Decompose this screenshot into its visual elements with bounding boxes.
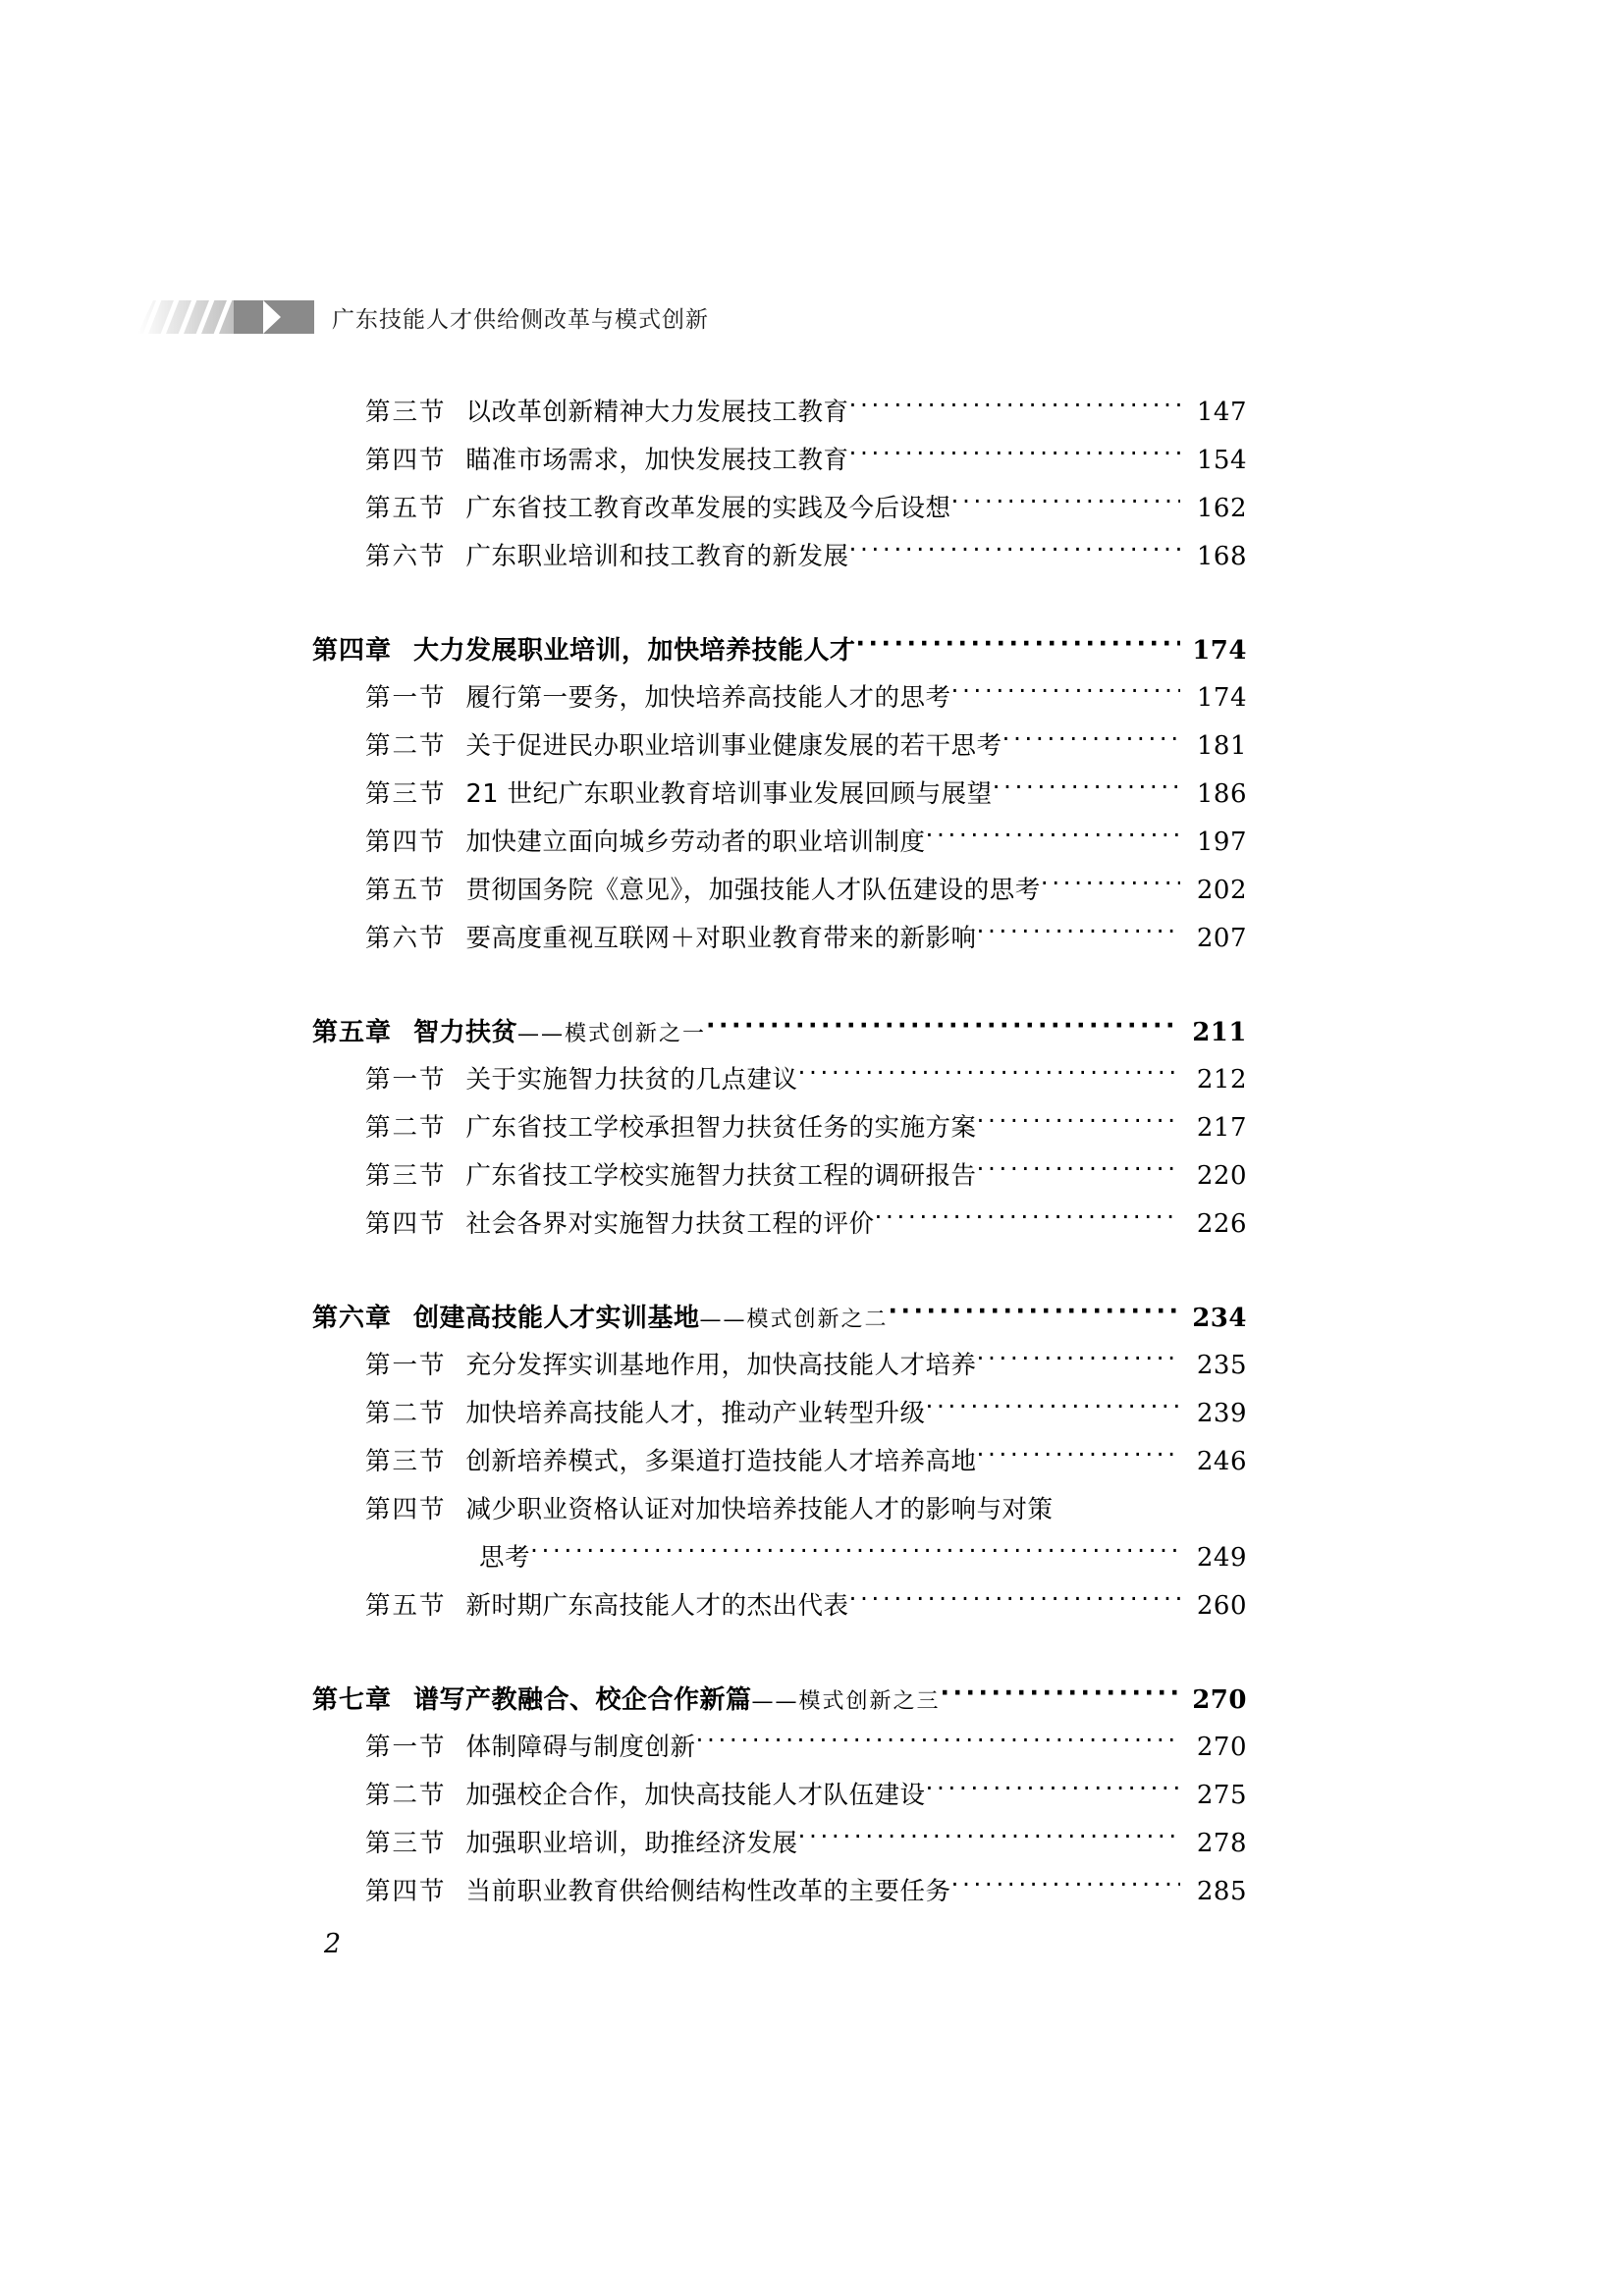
- toc-page-number: 162: [1196, 494, 1247, 523]
- toc-entry-subtitle: ——模式创新之三: [751, 1689, 941, 1714]
- toc-section-row[interactable]: [365, 537, 1247, 585]
- toc-dot-leader: [706, 1015, 1180, 1041]
- toc-dot-leader: [849, 444, 1180, 469]
- toc-section-label: 第三节: [365, 398, 447, 427]
- toc-entry-title-main: 加快建立面向城乡劳动者的职业培训制度: [465, 828, 926, 857]
- toc-entry-title-main: 社会各界对实施智力扶贫工程的评价: [465, 1209, 875, 1239]
- toc-entry-title-main: 体制障碍与制度创新: [465, 1733, 696, 1762]
- toc-section-row[interactable]: [365, 1346, 1247, 1394]
- toc-page-number: 168: [1196, 542, 1247, 571]
- toc-page-number: 234: [1192, 1304, 1247, 1333]
- toc-section-row[interactable]: [365, 1156, 1247, 1204]
- toc-entry-title-main: 广东省技工学校实施智力扶贫工程的调研报告: [465, 1161, 977, 1191]
- toc-section-label: 第二节: [365, 1781, 447, 1810]
- toc-entry-title: [466, 726, 1002, 762]
- toc-entry-title: [466, 919, 977, 954]
- toc-entry-title-main: 广东职业培训和技工教育的新发展: [465, 542, 849, 571]
- toc-dot-leader: [951, 681, 1180, 707]
- toc-chapter-row[interactable]: [312, 1298, 1247, 1346]
- toc-page-number: 270: [1196, 1733, 1247, 1762]
- toc-page-number: 239: [1196, 1399, 1247, 1428]
- toc-group: [0, 630, 1624, 967]
- toc-dot-leader: [993, 777, 1180, 803]
- toc-section-label: 第六节: [365, 924, 447, 953]
- toc-page-number: 197: [1196, 828, 1247, 857]
- toc-section-label: 第二节: [365, 1399, 447, 1428]
- toc-chapter-label: 第六章: [312, 1304, 393, 1333]
- toc-dot-leader: [1054, 1493, 1180, 1519]
- toc-page-number: 202: [1196, 876, 1247, 905]
- toc-entry-title: [466, 1204, 875, 1240]
- toc-page-number: 249: [1196, 1543, 1247, 1573]
- toc-entry-title: [466, 1108, 977, 1144]
- toc-entry-title: [466, 1728, 696, 1763]
- toc-entry-title: [466, 1394, 926, 1429]
- toc-section-row[interactable]: [365, 489, 1247, 537]
- toc-page-number: 226: [1196, 1209, 1247, 1239]
- toc-dot-leader: [926, 1779, 1180, 1804]
- toc-entry-title: [479, 1538, 530, 1574]
- toc-entry-title-main: 减少职业资格认证对加快培养技能人才的影响与对策: [465, 1495, 1054, 1524]
- toc-section-label: 第四节: [365, 1209, 447, 1239]
- toc-entry-title: [466, 1872, 951, 1907]
- toc-entry-title-main: 当前职业教育供给侧结构性改革的主要任务: [465, 1877, 951, 1906]
- toc-dot-leader: [856, 633, 1180, 659]
- toc-section-label: 第五节: [365, 876, 447, 905]
- toc-chapter-row[interactable]: [312, 1680, 1247, 1728]
- toc-entry-title: [466, 1346, 977, 1381]
- toc-page-number: 278: [1196, 1829, 1247, 1858]
- toc-section-row[interactable]: [365, 1490, 1247, 1538]
- toc-section-row[interactable]: [365, 919, 1247, 967]
- toc-entry-title: [466, 1824, 798, 1859]
- running-header: [137, 294, 709, 340]
- toc-entry-title: [466, 1442, 977, 1477]
- folio-page-number: 2: [324, 1929, 342, 1959]
- toc-section-row[interactable]: [365, 871, 1247, 919]
- toc-entry-title-main: 履行第一要务，加快培养高技能人才的思考: [465, 683, 951, 713]
- toc-dot-leader: [977, 922, 1180, 947]
- toc-section-row[interactable]: [365, 441, 1247, 489]
- toc-section-label: 第三节: [365, 779, 447, 809]
- toc-section-label: 第六节: [365, 542, 447, 571]
- toc-section-row[interactable]: [365, 1538, 1247, 1586]
- toc-entry-title-main: 以改革创新精神大力发展技工教育: [465, 398, 849, 427]
- toc-entry-title: [413, 1012, 706, 1048]
- toc-entry-title: [466, 1156, 977, 1192]
- toc-dot-leader: [530, 1541, 1180, 1567]
- toc-entry-title-main: 关于促进民办职业培训事业健康发展的若干思考: [465, 731, 1002, 761]
- toc-page-number: 186: [1196, 779, 1247, 809]
- toc-section-row[interactable]: [365, 1728, 1247, 1776]
- toc-section-label: 第四节: [365, 446, 447, 475]
- toc-entry-title: [466, 393, 849, 428]
- toc-section-row[interactable]: [365, 774, 1247, 823]
- toc-dot-leader: [1041, 874, 1180, 899]
- toc-entry-title: [466, 1776, 926, 1811]
- toc-entry-title-main: 智力扶贫: [413, 1018, 518, 1047]
- header-title: 广东技能人才供给侧改革与模式创新: [332, 306, 709, 333]
- toc-entry-title: [466, 823, 926, 858]
- toc-entry-title-main: 思考: [479, 1543, 531, 1573]
- toc-section-row[interactable]: [365, 678, 1247, 726]
- toc-section-row[interactable]: [365, 1776, 1247, 1824]
- toc-dot-leader: [696, 1731, 1180, 1756]
- toc-entry-title-main: 谱写产教融合、校企合作新篇: [413, 1685, 752, 1715]
- toc-page-number: 212: [1196, 1065, 1247, 1095]
- toc-dot-leader: [977, 1159, 1180, 1185]
- toc-entry-title-main: 新时期广东高技能人才的杰出代表: [465, 1591, 849, 1621]
- toc-dot-leader: [889, 1301, 1180, 1326]
- toc-section-label: 第二节: [365, 1113, 447, 1143]
- toc-entry-title: [466, 441, 849, 476]
- toc-section-label: 第一节: [365, 1733, 447, 1762]
- toc-section-row[interactable]: [365, 1204, 1247, 1253]
- toc-entry-title: [466, 1490, 1054, 1525]
- toc-entry-title-main: 创新培养模式，多渠道打造技能人才培养高地: [465, 1447, 977, 1476]
- toc-chapter-label: 第七章: [312, 1685, 393, 1715]
- toc-chapter-label: 第五章: [312, 1018, 393, 1047]
- toc-page-number: 246: [1196, 1447, 1247, 1476]
- toc-section-label: 第三节: [365, 1447, 447, 1476]
- toc-entry-title: [466, 1586, 849, 1622]
- toc-group-spacer: [0, 1634, 1624, 1680]
- toc-dot-leader: [977, 1111, 1180, 1137]
- toc-section-label: 第一节: [365, 683, 447, 713]
- toc-chapter-row[interactable]: [312, 1012, 1247, 1060]
- toc-entry-title: [413, 1680, 941, 1716]
- toc-section-row[interactable]: [365, 823, 1247, 871]
- toc-entry-title-main: 关于实施智力扶贫的几点建议: [465, 1065, 798, 1095]
- toc-entry-title-main: 大力发展职业培训，加快培养技能人才: [413, 636, 856, 666]
- toc-page-number: 270: [1192, 1685, 1247, 1715]
- toc-page-number: 220: [1196, 1161, 1247, 1191]
- striped-arrow-ornament-icon: [137, 300, 314, 334]
- toc-page-number: 147: [1196, 398, 1247, 427]
- toc-entry-title-main: 加快培养高技能人才，推动产业转型升级: [465, 1399, 926, 1428]
- toc-section-label: 第五节: [365, 494, 447, 523]
- toc-dot-leader: [849, 1589, 1180, 1615]
- toc-entry-title: [413, 630, 856, 667]
- toc-entry-title: [466, 774, 993, 810]
- toc-section-row[interactable]: [365, 1586, 1247, 1634]
- table-of-contents: [0, 393, 1624, 1920]
- toc-group-spacer: [0, 1253, 1624, 1298]
- toc-section-label: 第一节: [365, 1065, 447, 1095]
- toc-chapter-row[interactable]: [312, 630, 1247, 678]
- toc-group-spacer: [0, 585, 1624, 630]
- toc-page-number: 211: [1192, 1018, 1247, 1047]
- toc-entry-title-main: 贯彻国务院《意见》，加强技能人才队伍建设的思考: [465, 876, 1041, 905]
- toc-page-number: 174: [1196, 683, 1247, 713]
- toc-page-number: 260: [1196, 1591, 1247, 1621]
- toc-section-row[interactable]: [365, 393, 1247, 441]
- toc-section-row[interactable]: [365, 1824, 1247, 1872]
- toc-entry-title-main: 21 世纪广东职业教育培训事业发展回顾与展望: [465, 779, 993, 809]
- toc-section-label: 第三节: [365, 1161, 447, 1191]
- toc-section-row[interactable]: [365, 1108, 1247, 1156]
- toc-dot-leader: [1002, 729, 1180, 755]
- toc-entry-title-main: 要高度重视互联网＋对职业教育带来的新影响: [465, 924, 977, 953]
- toc-page-number: 181: [1196, 731, 1247, 761]
- toc-section-label: 第一节: [365, 1351, 447, 1380]
- toc-dot-leader: [926, 1397, 1180, 1422]
- toc-section-label: 第三节: [365, 1829, 447, 1858]
- toc-section-label: 第四节: [365, 1877, 447, 1906]
- toc-section-label: 第四节: [365, 1495, 447, 1524]
- toc-dot-leader: [798, 1827, 1180, 1852]
- toc-entry-title: [466, 678, 951, 714]
- toc-entry-title: [466, 537, 849, 572]
- toc-section-label: 第四节: [365, 828, 447, 857]
- toc-entry-title-main: 广东省技工学校承担智力扶贫任务的实施方案: [465, 1113, 977, 1143]
- toc-group: [0, 393, 1624, 585]
- toc-page-number: 217: [1196, 1113, 1247, 1143]
- toc-section-label: 第五节: [365, 1591, 447, 1621]
- toc-entry-title-main: 创建高技能人才实训基地: [413, 1304, 700, 1333]
- toc-dot-leader: [977, 1349, 1180, 1374]
- toc-entry-title: [413, 1298, 889, 1334]
- toc-page-number: 235: [1196, 1351, 1247, 1380]
- toc-page-number: 207: [1196, 924, 1247, 953]
- toc-entry-title-main: 充分发挥实训基地作用，加快高技能人才培养: [465, 1351, 977, 1380]
- toc-section-row[interactable]: [365, 1060, 1247, 1108]
- toc-group-spacer: [0, 967, 1624, 1012]
- toc-group: [0, 1012, 1624, 1253]
- toc-page-number: 275: [1196, 1781, 1247, 1810]
- toc-entry-title: [466, 1060, 798, 1095]
- toc-dot-leader: [977, 1445, 1180, 1470]
- toc-group: [0, 1680, 1624, 1920]
- toc-entry-title-main: 广东省技工教育改革发展的实践及今后设想: [465, 494, 951, 523]
- toc-dot-leader: [875, 1207, 1180, 1233]
- toc-section-row[interactable]: [365, 1872, 1247, 1920]
- toc-entry-subtitle: ——模式创新之二: [699, 1308, 889, 1332]
- toc-section-label: 第二节: [365, 731, 447, 761]
- toc-page-number: 285: [1196, 1877, 1247, 1906]
- toc-dot-leader: [951, 1875, 1180, 1900]
- toc-section-row[interactable]: [365, 726, 1247, 774]
- toc-section-row[interactable]: [365, 1394, 1247, 1442]
- toc-entry-title: [466, 489, 951, 524]
- toc-chapter-label: 第四章: [312, 636, 393, 666]
- toc-dot-leader: [849, 396, 1180, 421]
- toc-section-row[interactable]: [365, 1442, 1247, 1490]
- toc-dot-leader: [951, 492, 1180, 517]
- toc-group: [0, 1298, 1624, 1634]
- toc-dot-leader: [849, 540, 1180, 565]
- toc-entry-subtitle: ——模式创新之一: [517, 1022, 707, 1046]
- toc-entry-title-main: 瞄准市场需求，加快发展技工教育: [465, 446, 849, 475]
- toc-page-number: 154: [1196, 446, 1247, 475]
- toc-entry-title-main: 加强职业培训，助推经济发展: [465, 1829, 798, 1858]
- toc-entry-title-main: 加强校企合作，加快高技能人才队伍建设: [465, 1781, 926, 1810]
- toc-dot-leader: [926, 826, 1180, 851]
- toc-entry-title: [466, 871, 1041, 906]
- toc-page-number: 174: [1192, 636, 1247, 666]
- toc-dot-leader: [941, 1682, 1180, 1708]
- toc-dot-leader: [798, 1063, 1180, 1089]
